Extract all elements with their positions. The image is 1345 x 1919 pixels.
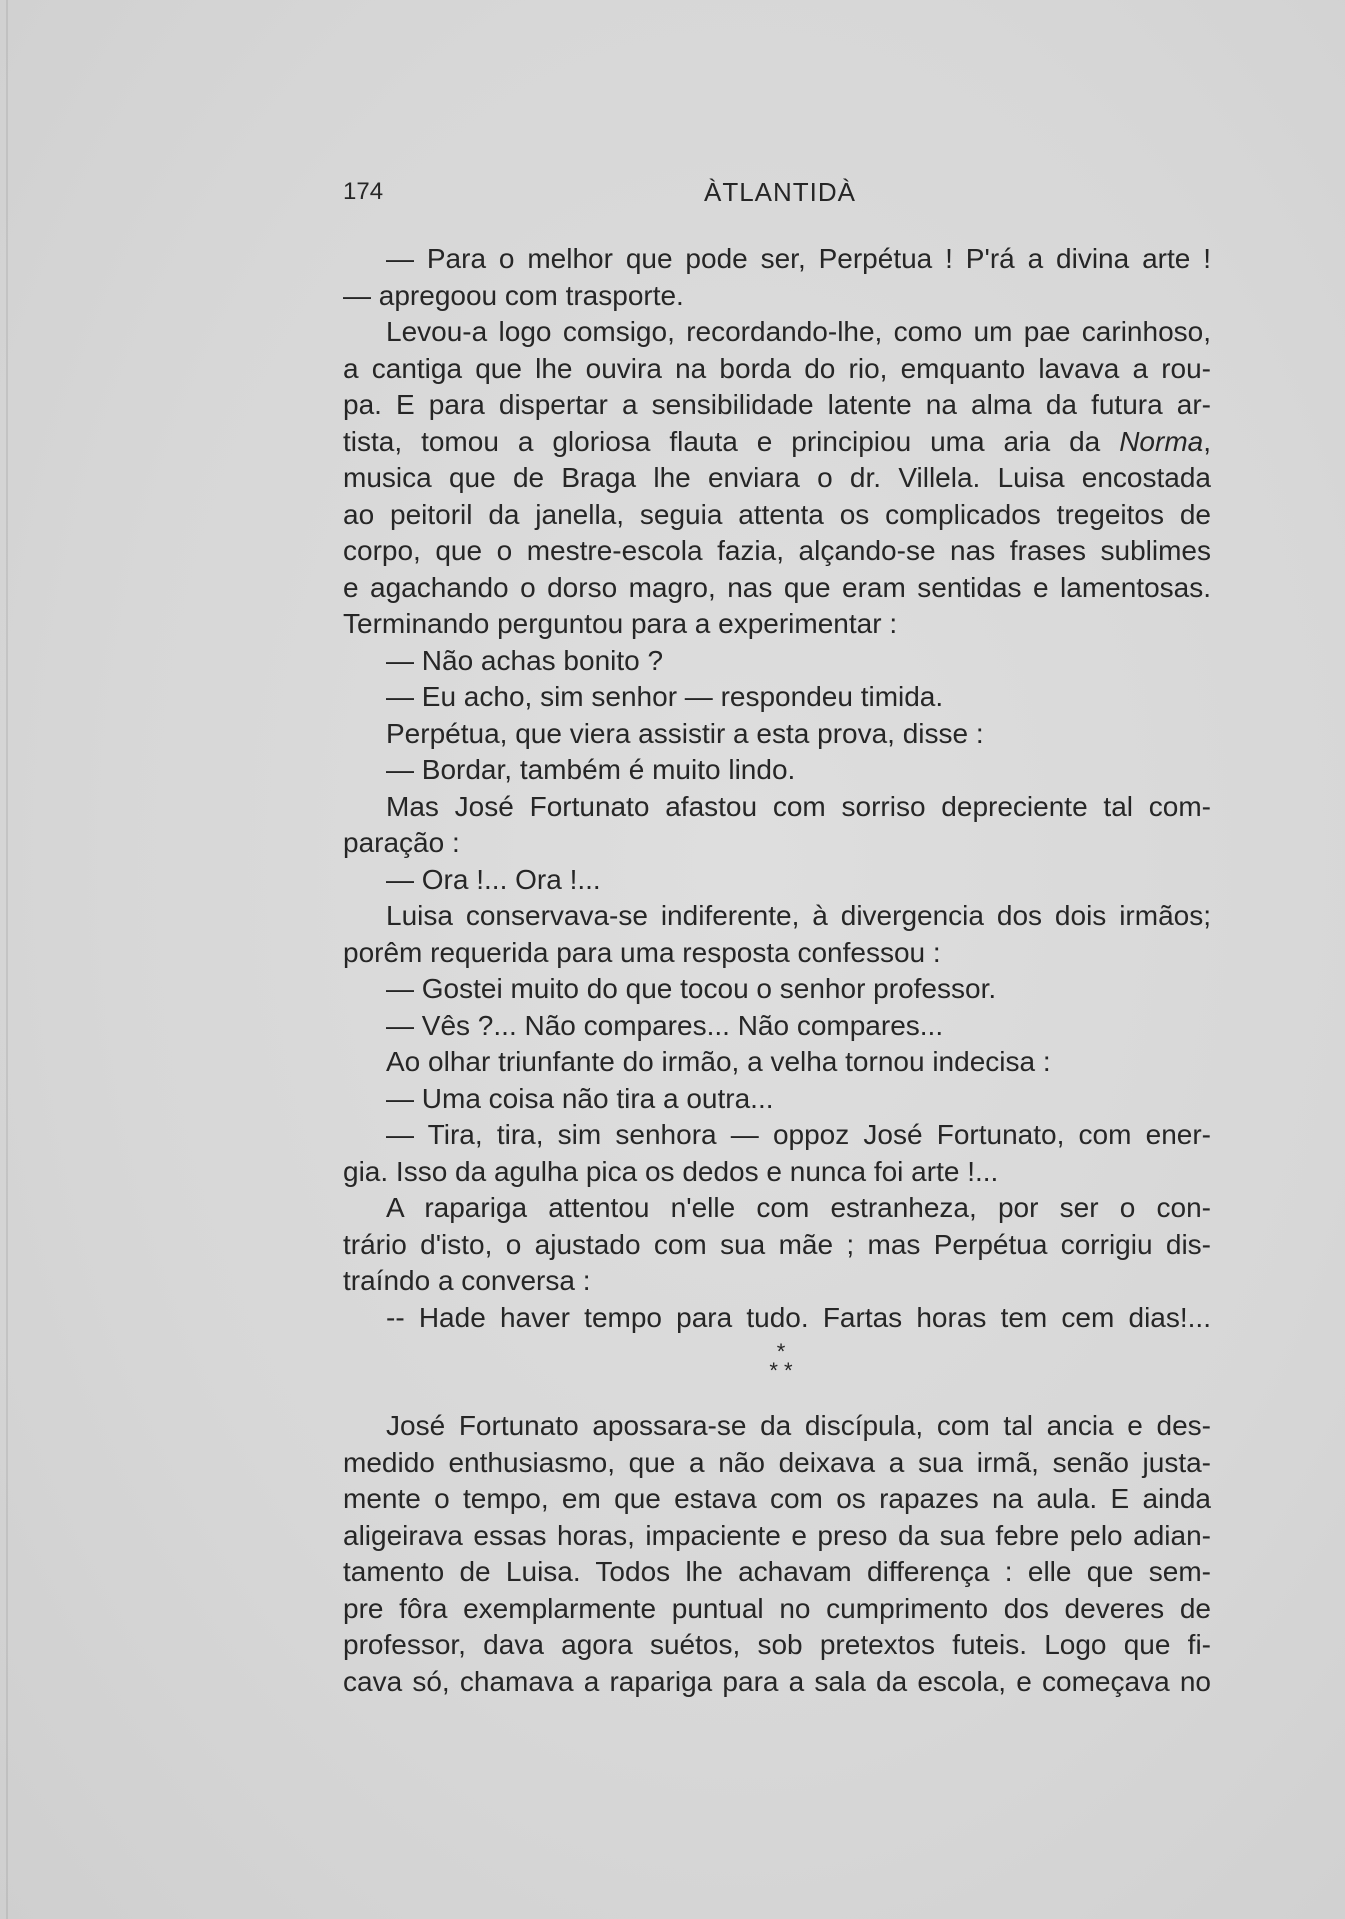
- text-line: e agachando o dorso magro, nas que eram sentidas e lamentosas.: [343, 571, 1211, 603]
- body-text-after-break: [343, 1408, 1211, 1700]
- paragraph: [343, 789, 1211, 862]
- text-line: A rapariga attentou n'elle com estranheza, por ser o con-: [386, 1192, 1211, 1223]
- paragraph: [343, 752, 1211, 789]
- text-segment: tista, tomou a gloriosa flauta e principiou uma aria da: [343, 425, 1120, 457]
- text-line: — Vês ?... Não compares... Não compares...: [386, 1009, 944, 1041]
- text-line: — Tira, tira, sim senhora — oppoz José Fortunato, com ener-: [386, 1119, 1211, 1150]
- paragraph: [343, 314, 1211, 643]
- text-line: — Eu acho, sim senhor — respondeu timida.: [386, 681, 944, 712]
- text-line: José Fortunato apossara-se da discípula, com tal ancia e des-: [386, 1410, 1211, 1441]
- text-line: traíndo a conversa :: [343, 1265, 591, 1296]
- text-line: Levou-a logo comsigo, recordando-lhe, como um pae carinhoso,: [386, 316, 1211, 347]
- text-line: pa. E para dispertar a sensibilidade latente na alma da futura ar-: [343, 389, 1211, 420]
- text-line: -- Hade haver tempo para tudo. Fartas horas tem cem dias!...: [386, 1301, 1211, 1333]
- text-segment: ,: [1203, 425, 1211, 457]
- text-line: Terminando perguntou para a experimentar :: [343, 608, 898, 639]
- text-line: — Uma coisa não tira a outra...: [386, 1082, 774, 1114]
- paragraph: [343, 643, 1211, 680]
- text-line: corpo, que o mestre-escola fazia, alçando-se nas frases sublimes: [343, 535, 1211, 566]
- paragraph: [343, 716, 1211, 753]
- page-number: 174: [343, 178, 384, 205]
- text-line: Luisa conservava-se indiferente, à divergencia dos dois irmãos;: [386, 900, 1211, 931]
- paragraph: [343, 1044, 1211, 1081]
- paragraph: [343, 1300, 1211, 1337]
- paragraph: [343, 679, 1211, 716]
- text-line: Perpétua, que viera assistir a esta prova, disse :: [386, 717, 984, 749]
- running-title: ÀTLANTIDÀ: [703, 177, 857, 207]
- text-line: Mas José Fortunato afastou com sorriso depreciente tal com-: [386, 790, 1211, 822]
- asterism-top: *: [776, 1339, 786, 1364]
- text-line: aligeirava essas horas, impaciente e preso da sua febre pelo adian-: [343, 1519, 1211, 1551]
- text-line: Ao olhar triunfante do irmão, a velha tornou indecisa :: [386, 1046, 1051, 1077]
- text-line: a cantiga que lhe ouvira na borda do rio, emquanto lavava a rou-: [343, 352, 1211, 384]
- body-text: [343, 241, 1211, 1336]
- paragraph: [343, 1081, 1211, 1118]
- text-line: [343, 424, 1211, 461]
- text-line: paração :: [343, 827, 460, 858]
- paragraph: [343, 1408, 1211, 1700]
- text-line: porêm requerida para uma resposta confessou :: [343, 936, 941, 968]
- text-line: mente o tempo, em que estava com os rapazes na aula. E ainda: [343, 1483, 1211, 1514]
- asterism-bottom: * *: [769, 1358, 793, 1383]
- text-line: cava só, chamava a rapariga para a sala da escola, e começava no: [343, 1665, 1211, 1697]
- paragraph: [343, 1190, 1211, 1300]
- text-line: — Bordar, também é muito lindo.: [386, 754, 796, 785]
- text-line: — Gostei muito do que tocou o senhor professor.: [386, 973, 997, 1004]
- text-line: tamento de Luisa. Todos lhe achavam differença : elle que sem-: [343, 1556, 1211, 1587]
- text-line: — apregoou com trasporte.: [343, 279, 684, 311]
- paragraph: [343, 971, 1211, 1008]
- paragraph: [343, 862, 1211, 899]
- paragraph: [343, 1117, 1211, 1190]
- text-line: gia. Isso da agulha pica os dedos e nunca foi arte !...: [343, 1155, 999, 1187]
- paragraph: [343, 898, 1211, 971]
- scan-binding-edge: [6, 0, 8, 1919]
- text-line: medido enthusiasmo, que a não deixava a sua irmã, senão justa-: [343, 1446, 1211, 1478]
- text-line: musica que de Braga lhe enviara o dr. Villela. Luisa encostada: [343, 462, 1211, 493]
- text-line: trário d'isto, o ajustado com sua mãe ; mas Perpétua corrigiu dis-: [343, 1228, 1211, 1260]
- running-header: [343, 176, 1211, 208]
- text-line: — Não achas bonito ?: [386, 644, 664, 676]
- paragraph: [343, 241, 1211, 314]
- section-break-asterism: [343, 1339, 1215, 1383]
- paragraph: [343, 1008, 1211, 1045]
- text-line: pre fôra exemplarmente puntual no cumprimento dos deveres de: [343, 1592, 1211, 1624]
- text-line: professor, dava agora suétos, sob pretextos futeis. Logo que fi-: [343, 1629, 1211, 1660]
- text-line: — Para o melhor que pode ser, Perpétua ! P'rá a divina arte !: [386, 243, 1211, 274]
- text-line: — Ora !... Ora !...: [386, 863, 601, 895]
- work-title-italic: Norma: [1119, 425, 1204, 457]
- text-line: ao peitoril da janella, seguia attenta os complicados tregeitos de: [343, 498, 1211, 530]
